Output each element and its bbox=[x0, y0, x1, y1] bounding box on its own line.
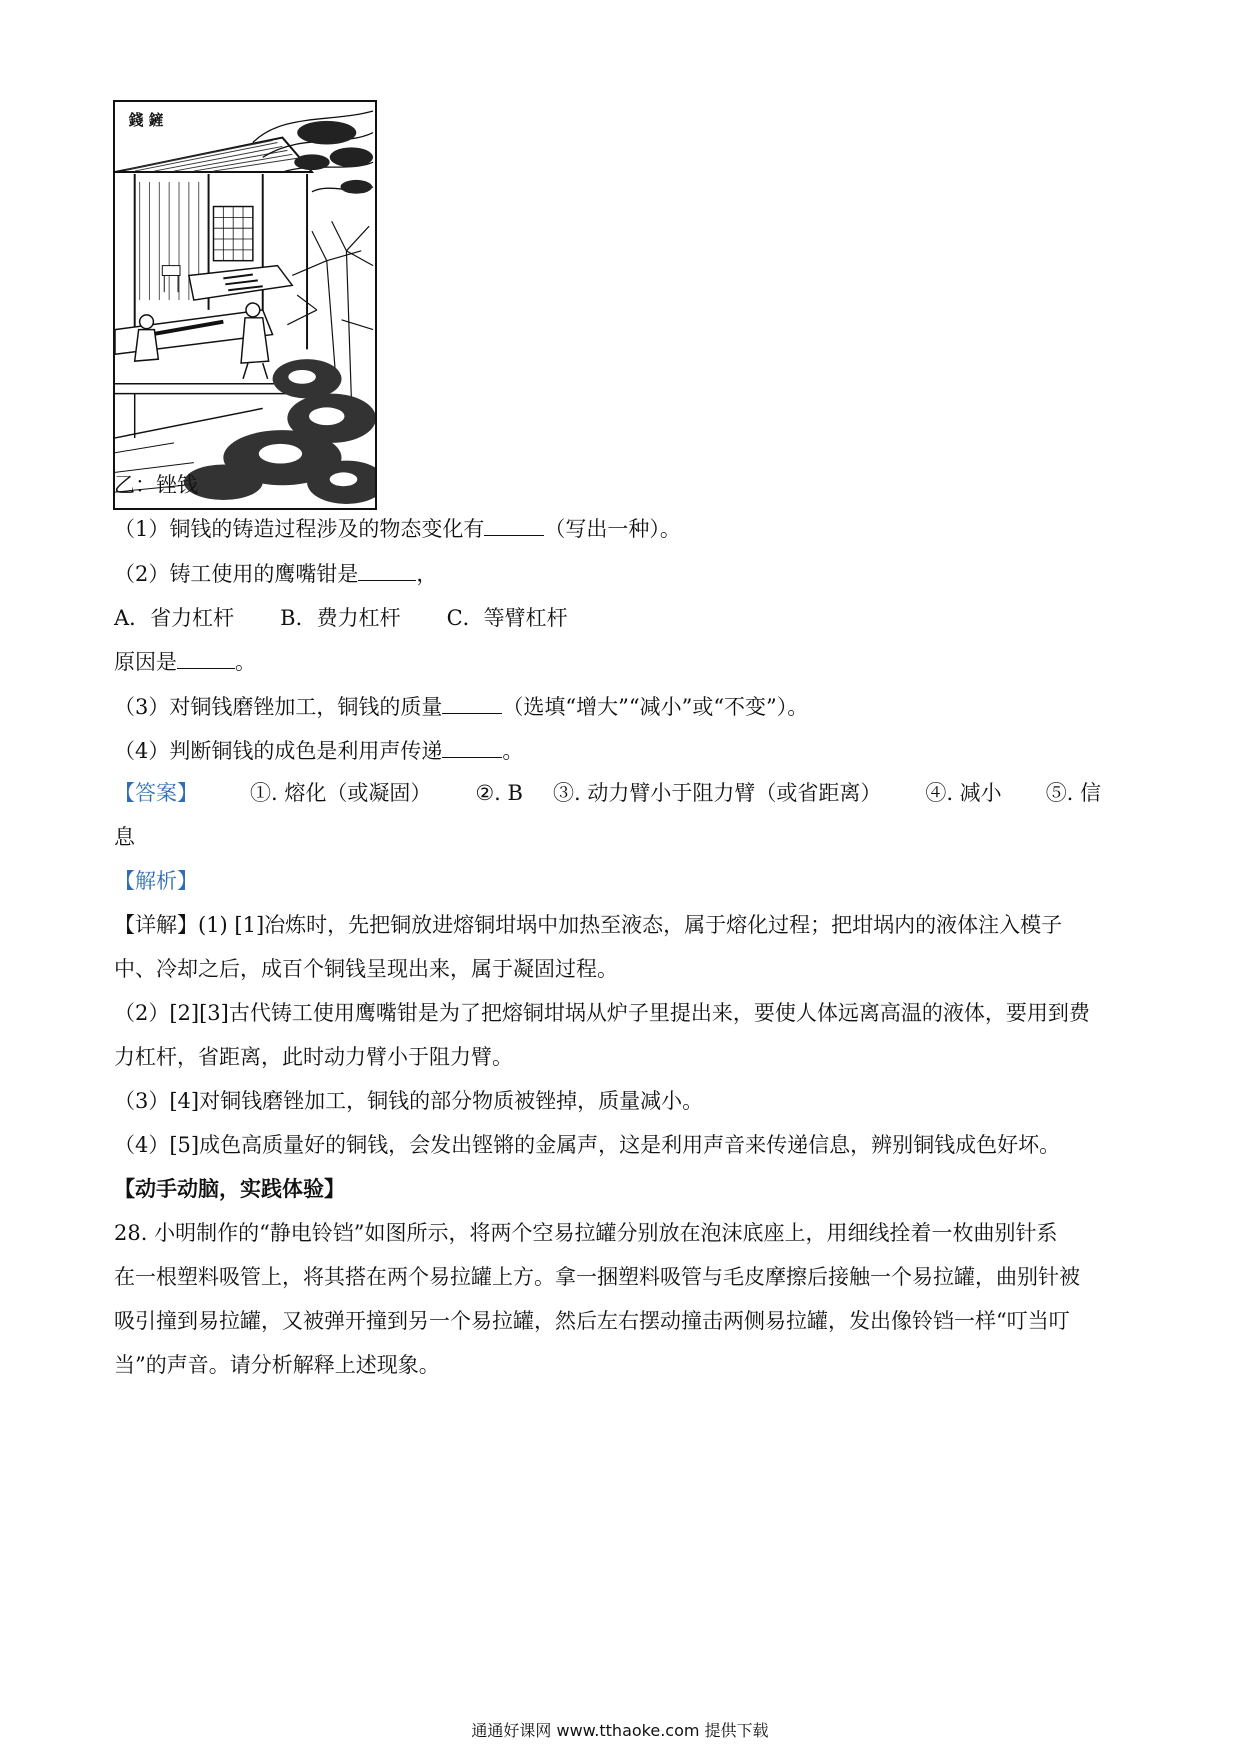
question-2-reason bbox=[114, 648, 256, 676]
question-3-text: （3）对铜钱磨锉加工，铜钱的质量 bbox=[114, 695, 443, 719]
question-4-text: （4）判断铜钱的成色是利用声传递 bbox=[114, 739, 443, 763]
answer-blank bbox=[484, 515, 544, 536]
answer-blank bbox=[442, 693, 502, 714]
question-1-suffix: （写出一种）。 bbox=[544, 517, 681, 541]
answer-item-3: ③. 动力臂小于阻力臂（或省距离） bbox=[552, 781, 882, 805]
page-footer: 通通好课网 www.tthaoke.com 提供下载 bbox=[471, 1721, 769, 1740]
question-4 bbox=[114, 737, 523, 765]
analysis-line-6: （4）[5]成色高质量好的铜钱，会发出铿锵的金属声，这是利用声音来传递信息，辨别铜钱成色好坏。 bbox=[114, 1133, 1061, 1157]
answer-item-4: ④. 减小 bbox=[925, 781, 1002, 805]
option-c: C．等臂杠杆 bbox=[446, 606, 568, 630]
question-4-suffix: 。 bbox=[502, 739, 524, 763]
question-3 bbox=[114, 693, 808, 721]
section-heading: 【动手动脑，实践体验】 bbox=[114, 1176, 345, 1201]
analysis-line-4: 力杠杆，省距离，此时动力臂小于阻力臂。 bbox=[114, 1045, 513, 1069]
analysis-tag: 【解析】 bbox=[114, 869, 198, 893]
reason-text: 原因是 bbox=[114, 650, 177, 674]
question-2-text: （2）铸工使用的鹰嘴钳是 bbox=[114, 562, 359, 586]
answer-tag: 【答案】 bbox=[114, 781, 198, 805]
answer-blank bbox=[177, 648, 235, 669]
question-2-options bbox=[114, 604, 614, 632]
q28-line-4: 当”的声音。请分析解释上述现象。 bbox=[114, 1353, 440, 1377]
analysis-line-2: 中、冷却之后，成百个铜钱呈现出来，属于凝固过程。 bbox=[114, 957, 618, 981]
question-1 bbox=[114, 515, 681, 543]
answer-blank bbox=[358, 560, 416, 581]
question-2 bbox=[114, 560, 437, 588]
figure-title: 錢 鏟 bbox=[128, 111, 164, 129]
question-1-text: （1）铜钱的铸造过程涉及的物态变化有 bbox=[114, 517, 485, 541]
figure-caption: 乙：锉钱 bbox=[114, 473, 198, 497]
answer-item-2: ②. B bbox=[475, 781, 523, 805]
q28-line-1: 28. 小明制作的“静电铃铛”如图所示，将两个空易拉罐分别放在泡沫底座上，用细线拴着一枚曲别针系 bbox=[114, 1221, 1058, 1245]
answer-item-5: ⑤. 信 bbox=[1045, 781, 1102, 805]
option-b: B．费力杠杆 bbox=[280, 606, 401, 630]
question-2-suffix: ， bbox=[416, 562, 438, 586]
reason-suffix: 。 bbox=[235, 650, 256, 674]
answer-row bbox=[114, 779, 1101, 807]
option-a: A．省力杠杆 bbox=[114, 606, 235, 630]
answer-item-1: ①. 熔化（或凝固） bbox=[250, 781, 432, 805]
analysis-line-1: 【详解】(1) [1]冶炼时，先把铜放进熔铜坩埚中加热至液态，属于熔化过程；把坩埚内的液体注入模子 bbox=[114, 913, 1063, 937]
analysis-line-5: （3）[4]对铜钱磨锉加工，铜钱的部分物质被锉掉，质量减小。 bbox=[114, 1089, 704, 1113]
q28-line-2: 在一根塑料吸管上，将其搭在两个易拉罐上方。拿一捆塑料吸管与毛皮摩擦后接触一个易拉罐，曲别针被 bbox=[114, 1265, 1080, 1289]
analysis-line-3: （2）[2][3]古代铸工使用鹰嘴钳是为了把熔铜坩埚从炉子里提出来，要使人体远离高温的液体，要用到费 bbox=[114, 1001, 1090, 1025]
woodcut-illustration bbox=[113, 100, 377, 510]
answer-blank bbox=[442, 737, 502, 758]
question-3-suffix: （选填“增大”“减小”或“不变”）。 bbox=[502, 695, 809, 719]
answer-wrap: 息 bbox=[114, 825, 135, 849]
q28-line-3: 吸引撞到易拉罐，又被弹开撞到另一个易拉罐，然后左右摆动撞击两侧易拉罐，发出像铃铛一样“叮当叮 bbox=[114, 1309, 1070, 1333]
